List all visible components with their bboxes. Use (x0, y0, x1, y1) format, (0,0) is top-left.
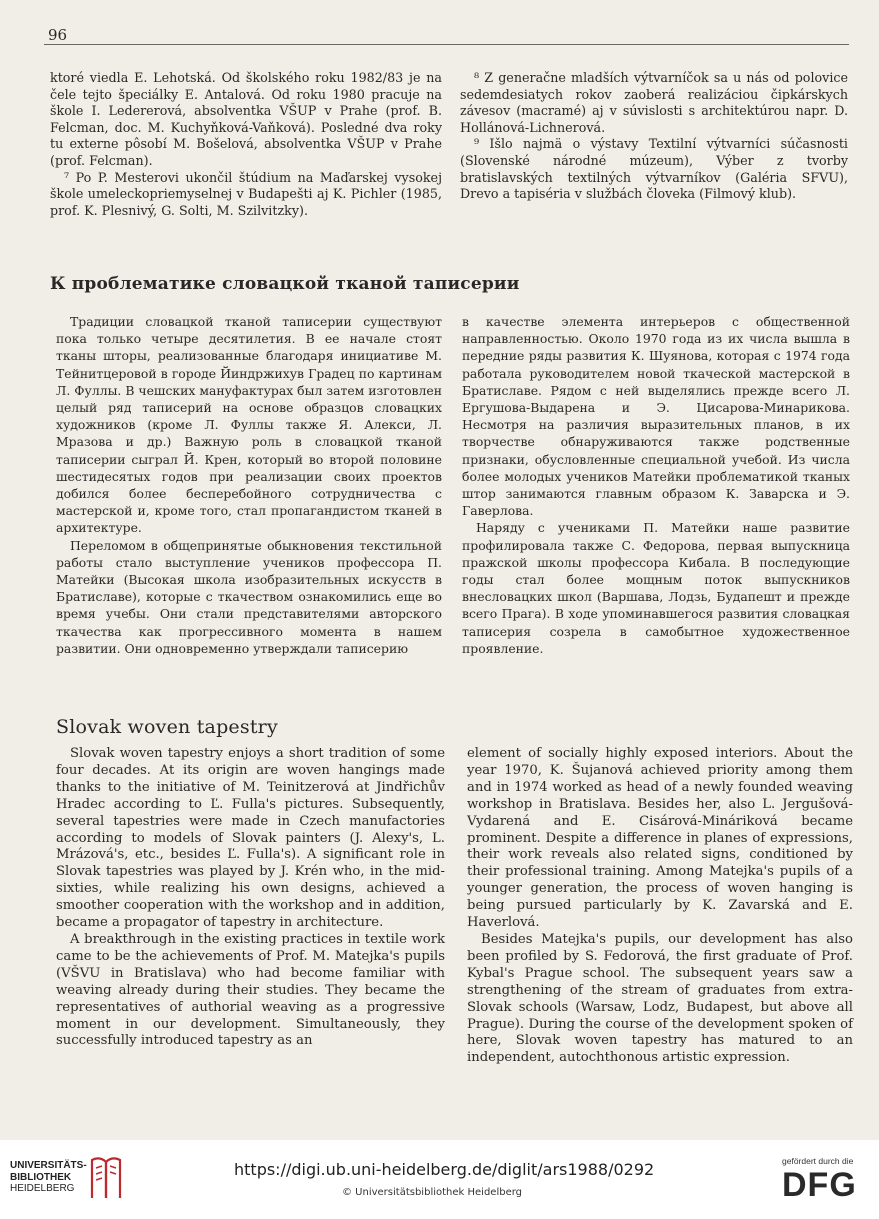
footnotes-right-column (460, 70, 848, 203)
english-paragraph: Slovak woven tapestry enjoys a short tradition of some four decades. At its origin are woven hangings made thanks to the initiative of M. Teinitzerová at Jindřichův Hradec according to Ľ. Fulla's pictures. Subsequently, several tapestries were made in Czech manufactories according to models of Slovak painters (J. Alexy's, L. Mrázová's, etc., besides Ľ. Fulla's). A significant role in Slovak tapestries was played by J. Krén who, in the mid-sixties, while realizing his own designs, achieved a smoother cooperation with the workshop and in addition, became a propagator of tapestry in architecture. (56, 746, 445, 931)
header-rule (44, 44, 849, 45)
english-right-column (467, 746, 853, 1067)
russian-paragraph: в качестве элемента интерьеров с общественной направленностью. Около 1970 года из их числа вышла в передние ряды развития К. Шуянова, которая с 1974 года работала руководителем новой ткаческой мастерской в Братиславе. Рядом с ней выделялись прежде всего Л. Ергушова-Выдарена и Э. Цисарова-Минарикова. Несмотря на различия выразительных планов, в их творчестве обнаруживаются также родственные признаки, обусловленные специальной учебой. Из числа более молодых учеников Матейки проблематикой тканых штор занимаются главным образом К. Заварска и Э. Гаверлова. (462, 314, 850, 519)
copyright-notice: © Universitätsbibliothek Heidelberg (342, 1187, 523, 1198)
permalink-url[interactable]: https://digi.ub.uni-heidelberg.de/diglit/ars1988/0292 (234, 1160, 655, 1179)
library-crest-icon (88, 1154, 122, 1200)
russian-right-column (462, 313, 850, 657)
digitization-footer (0, 1140, 879, 1219)
english-left-column (56, 746, 445, 1050)
russian-paragraph: Наряду с учениками П. Матейки наше развитие профилировала также С. Федорова, первая выпускница пражской школы профессора Кибала. В последующие годы стал более мощным поток выпускников внесловацких школ (Варшава, Лодзь, Будапешт и прежде всего Прага). В ходе упоминавшегося развития словацкая тапиcерия созрела в самобытное художественное проявление. (462, 520, 850, 656)
english-paragraph: Besides Matejka's pupils, our development has also been profiled by S. Fedorová, the first graduate of Prof. Kybal's Prague school. The subsequent years saw a strengthening of the stream of graduates from extra-Slovak schools (Warsaw, Lodz, Budapest, but above all Prague). During the course of the development spoken of here, Slovak woven tapestry has matured to an independent, autochthonous artistic expression. (467, 931, 853, 1066)
english-paragraph: A breakthrough in the existing practices in textile work came to be the achievements of Prof. M. Matejka's pupils (VŠVU in Bratislava) who had become familiar with weaving already during their studies. They became the representatives of authorial weaving as a progressive moment in our development. Simultaneously, they successfully introduced tapestry as an (56, 931, 445, 1049)
english-section-title: Slovak woven tapestry (56, 716, 278, 738)
footnote-6-continued: ktoré viedla E. Lehotská. Od školského roku 1982/83 je na čele tejto špeciálky E. Antalová. Od roku 1980 pracuje na škole I. Ledererová, absolventka VŠUP v Prahe (prof. B. Felcman, doc. M. Kuchyňková-Vaňková). Posledné dva roky tu externe pôsobí M. Bošelová, absolventka VŠUP v Prahe (prof. Felcman). (50, 70, 442, 168)
russian-left-column (56, 313, 442, 657)
footnote-7: ⁷ Po P. Mesterovi ukončil štúdium na Maďarskej vysokej škole umeleckopriemyselnej v Budapešti aj K. Pichler (1985, prof. K. Plesnivý, G. Solti, M. Szilvitzky). (50, 169, 442, 218)
funder-note: gefördert durch die (782, 1156, 854, 1166)
dfg-logo: DFG (782, 1166, 857, 1204)
russian-paragraph: Традиции словацкой тканой тапиcерии существуют пока только четыре десятилетия. В ее начале стоят тканы шторы, реализованные благодаря инициативе М. Тейнитцеровой в городе Йиндржихув Градец по картинам Л. Фуллы. В чешских мануфактурах был затем изготовлен целый ряд тапиcерий на основе образцов словацких художников (кроме Л. Фуллы также Я. Алекси, Л. Мразова и др.) Важную роль в словацкой тканой тапиcерии сыграл Й. Крен, который во второй половине шестидесятых годов при реализации своих проектов добился более бесперебойного сотрудничества с мастерской и, кроме того, стал пропагандистом тканей в архитектуре. (56, 314, 442, 536)
footnote-8: ⁸ Z generačne mladších výtvarníčok sa u nás od polovice sedemdesiatych rokov zaoberá realizáciou čipkárskych závesov (macramé) aj v súvislosti s architektúrou napr. D. Hollánová-Lichnerová. (460, 70, 848, 135)
library-logo-text: UNIVERSITÄTS- BIBLIOTHEK HEIDELBERG (10, 1160, 87, 1194)
russian-paragraph: Переломом в общепринятые обыкновения текстильной работы стало выступление учеников профессора П. Матейки (Высокая школа изобразительных искусств в Братиславе), которые с ткачеством ознакомились еще во время учебы. Они стали представителями авторского ткачества как прогрессивного момента в нашем развитии. Они одновременно утверждали тапиcерию (56, 537, 442, 656)
page-number: 96 (48, 26, 68, 44)
english-paragraph: element of socially highly exposed interiors. About the year 1970, K. Šujanová achieved priority among them and in 1974 worked as head of a newly founded weaving workshop in Bratislava. Besides her, also L. Jergušová-Vydarená and E. Cisárová-Mináriková became prominent. Despite a difference in planes of expressions, their work reveals also related signs, conditioned by their professional training. Among Matejka's pupils of a younger generation, the process of woven hanging is being pursued particularly by K. Zavarská and E. Haverlová. (467, 746, 853, 931)
footnote-9: ⁹ Išlo najmä o výstavy Textilní výtvarníci súčasnosti (Slovenské národné múzeum), Výber z tvorby bratislavských textilných výtvarníkov (Galéria SFVU), Drevo a tapiséria v službách človeka (Filmový klub). (460, 136, 848, 202)
footnotes-left-column (50, 70, 442, 219)
russian-section-title: К проблематике словацкой тканой тапиcерии (50, 274, 520, 294)
